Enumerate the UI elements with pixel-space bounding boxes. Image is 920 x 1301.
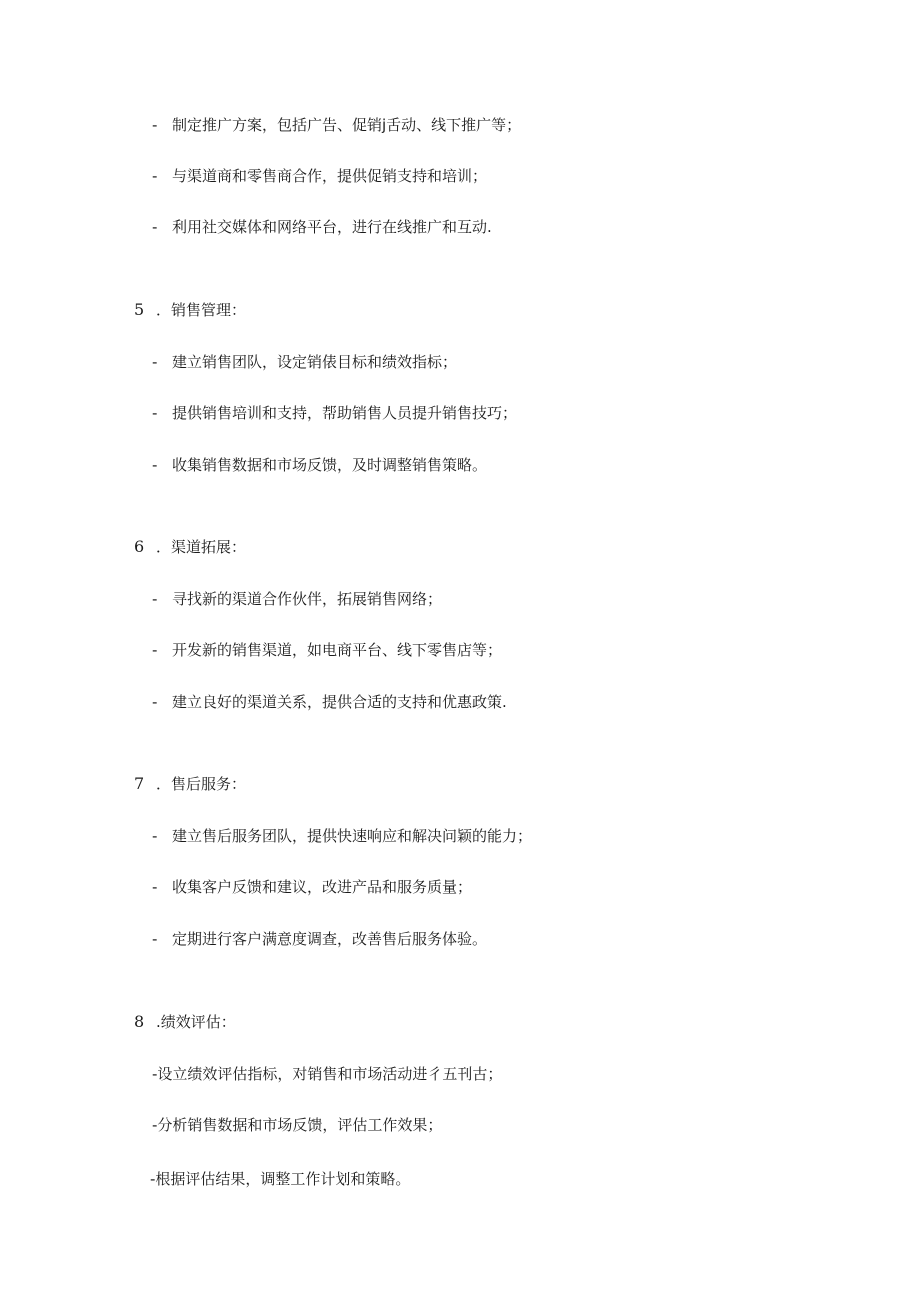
list-item [152, 115, 521, 135]
section-heading [134, 1012, 236, 1032]
list-item [152, 166, 487, 186]
list-item [152, 826, 532, 846]
bullet-dash: - [152, 641, 158, 659]
list-item [152, 589, 442, 609]
section-title: ．销售管理： [156, 301, 247, 319]
list-item-text: 建立售后服务团队，提供快速响应和解决问颖的能力； [172, 827, 533, 845]
list-item [150, 1169, 410, 1189]
section-heading [134, 537, 246, 557]
list-item [152, 640, 502, 660]
bullet-dash: - [152, 878, 158, 896]
bullet-dash: - [152, 167, 158, 185]
section-number: 5 [134, 300, 145, 319]
list-item [152, 877, 472, 897]
list-item-text: -分析销售数据和市场反馈，评估工作效果； [152, 1116, 443, 1134]
bullet-dash: - [152, 590, 158, 608]
bullet-dash: - [152, 456, 158, 474]
list-item-text: 建立良好的渠道关系，提供合适的支持和优惠政策. [172, 693, 507, 711]
bullet-dash: - [152, 116, 158, 134]
list-item [152, 1064, 502, 1084]
list-item [152, 929, 487, 949]
list-item-text: -设立绩效评估指标，对销售和市场活动进彳五刊古； [152, 1065, 503, 1083]
list-item [152, 455, 487, 475]
section-heading [134, 774, 246, 794]
section-heading [134, 300, 246, 320]
list-item-text: 开发新的销售渠道，如电商平台、线下零售店等； [172, 641, 503, 659]
bullet-dash: - [152, 693, 158, 711]
list-item [152, 352, 457, 372]
list-item-text: 建立销售团队，设定销俵目标和绩效指标； [172, 353, 458, 371]
list-item-text: 寻找新的渠道合作伙伴，拓展销售网络； [172, 590, 443, 608]
section-number: 7 [134, 774, 145, 793]
list-item [152, 217, 492, 237]
list-item-text: 利用社交媒体和网络平台，进行在线推广和互动. [172, 218, 492, 236]
list-item [152, 1115, 442, 1135]
section-title: ．售后服务： [156, 775, 247, 793]
list-item-text: 制定推广方案，包括广告、促销j舌动、线下推广等； [172, 116, 522, 134]
list-item [152, 692, 507, 712]
list-item-text: -根据评估结果，调整工作计划和策略。 [150, 1170, 411, 1188]
bullet-dash: - [152, 218, 158, 236]
section-title: .绩效评估： [156, 1013, 236, 1031]
list-item-text: 提供销售培训和支持，帮助销售人员提升销售技巧； [172, 404, 518, 422]
section-title: ．渠道拓展： [156, 538, 247, 556]
list-item-text: 收集销售数据和市场反馈，及时调整销售策略。 [172, 456, 488, 474]
section-number: 6 [134, 537, 145, 556]
list-item-text: 定期进行客户满意度调查，改善售后服务体验。 [172, 930, 488, 948]
section-number: 8 [134, 1012, 145, 1031]
list-item-text: 与渠道商和零售商合作，提供促销支持和培训； [172, 167, 488, 185]
list-item [152, 403, 517, 423]
bullet-dash: - [152, 353, 158, 371]
bullet-dash: - [152, 404, 158, 422]
bullet-dash: - [152, 827, 158, 845]
list-item-text: 收集客户反馈和建议，改进产品和服务质量； [172, 878, 473, 896]
bullet-dash: - [152, 930, 158, 948]
